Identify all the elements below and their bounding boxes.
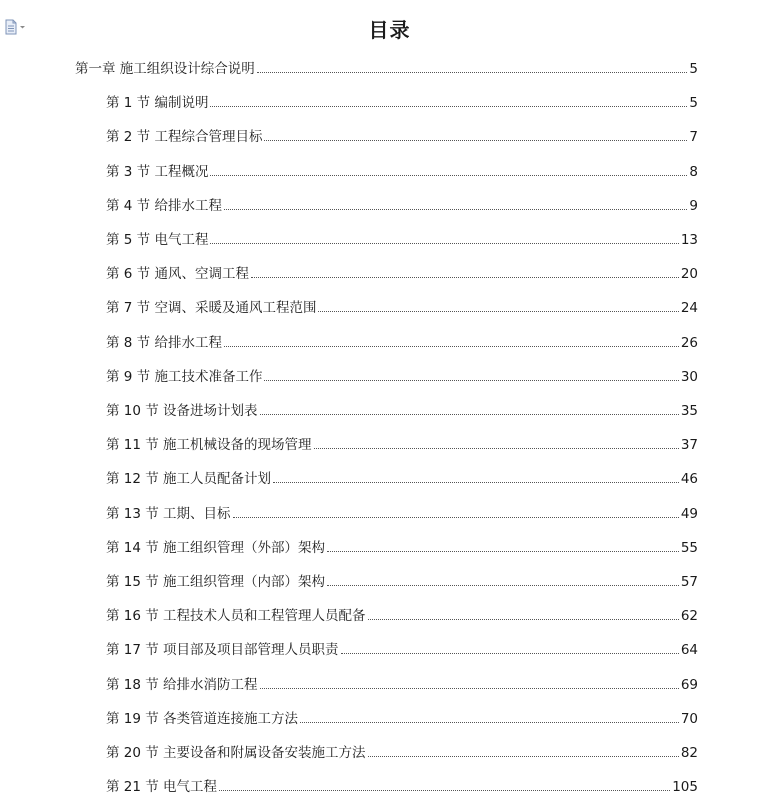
toc-entry-label: 第 21 节 电气工程 bbox=[106, 779, 218, 795]
toc-entry-label: 第 18 节 给排水消防工程 bbox=[106, 677, 258, 693]
toc-entry[interactable] bbox=[106, 298, 698, 318]
toc-entry[interactable] bbox=[106, 675, 698, 695]
toc-entry-page-number: 37 bbox=[680, 437, 698, 453]
toc-entry[interactable] bbox=[106, 606, 698, 626]
toc-entry-label: 第 10 节 设备进场计划表 bbox=[106, 403, 258, 419]
toc-entry-page-number: 7 bbox=[689, 129, 698, 145]
toc-entry-page-number: 35 bbox=[680, 403, 698, 419]
toc-leader-dots bbox=[327, 585, 679, 586]
toc-leader-dots bbox=[257, 72, 688, 73]
toc-entry[interactable] bbox=[106, 264, 698, 284]
toc-entry[interactable] bbox=[75, 59, 698, 79]
toc-entry-label: 第 20 节 主要设备和附属设备安装施工方法 bbox=[106, 745, 366, 761]
toc-entry-label: 第一章 施工组织设计综合说明 bbox=[75, 61, 255, 77]
toc-entry[interactable] bbox=[106, 401, 698, 421]
toc-entry-page-number: 8 bbox=[689, 164, 698, 180]
toc-leader-dots bbox=[210, 175, 687, 176]
toc-leader-dots bbox=[300, 722, 679, 723]
toc-entry-page-number: 9 bbox=[689, 198, 698, 214]
page-title: 目录 bbox=[368, 18, 411, 42]
toc-entry-page-number: 24 bbox=[680, 300, 698, 316]
toc-entry-page-number: 30 bbox=[680, 369, 698, 385]
toc-leader-dots bbox=[224, 346, 679, 347]
toc-entry-page-number: 70 bbox=[680, 711, 698, 727]
toc-leader-dots bbox=[368, 756, 679, 757]
toc-leader-dots bbox=[264, 140, 687, 141]
toc-entry-label: 第 14 节 施工组织管理（外部）架构 bbox=[106, 540, 326, 556]
toc-entry-label: 第 19 节 各类管道连接施工方法 bbox=[106, 711, 299, 727]
toc-entry-label: 第 3 节 工程概况 bbox=[106, 164, 209, 180]
toc-entry-page-number: 69 bbox=[680, 677, 698, 693]
toc-entry-page-number: 5 bbox=[689, 95, 698, 111]
toc-entry-label: 第 5 节 电气工程 bbox=[106, 232, 209, 248]
toc-entry[interactable] bbox=[106, 538, 698, 558]
toc-entry-page-number: 5 bbox=[689, 61, 698, 77]
toc-leader-dots bbox=[260, 688, 679, 689]
toc-entry[interactable] bbox=[106, 640, 698, 660]
toc-entry-page-number: 55 bbox=[680, 540, 698, 556]
toc-leader-dots bbox=[314, 448, 679, 449]
toc-entry-label: 第 8 节 给排水工程 bbox=[106, 335, 222, 351]
toc-leader-dots bbox=[318, 311, 678, 312]
toc-entry-page-number: 26 bbox=[680, 335, 698, 351]
toc-entry[interactable] bbox=[106, 572, 698, 592]
toc-entry-label: 第 4 节 给排水工程 bbox=[106, 198, 222, 214]
toc-entry[interactable] bbox=[106, 162, 698, 182]
toc-entry-page-number: 49 bbox=[680, 506, 698, 522]
toc-leader-dots bbox=[210, 106, 687, 107]
toc-leader-dots bbox=[341, 653, 679, 654]
toc-leader-dots bbox=[219, 790, 670, 791]
toc-entry-label: 第 2 节 工程综合管理目标 bbox=[106, 129, 263, 145]
toc-entry-page-number: 64 bbox=[680, 642, 698, 658]
toc-entry[interactable] bbox=[106, 230, 698, 250]
toc-leader-dots bbox=[327, 551, 679, 552]
toc-entry[interactable] bbox=[106, 367, 698, 387]
toc-leader-dots bbox=[264, 380, 678, 381]
toc-entry-page-number: 82 bbox=[680, 745, 698, 761]
toc-entry-label: 第 16 节 工程技术人员和工程管理人员配备 bbox=[106, 608, 366, 624]
toc-entry[interactable] bbox=[106, 777, 698, 797]
toc-entry-label: 第 12 节 施工人员配备计划 bbox=[106, 471, 272, 487]
toc-leader-dots bbox=[273, 482, 679, 483]
toc-entry[interactable] bbox=[106, 709, 698, 729]
toc-leader-dots bbox=[251, 277, 679, 278]
toc-entry-page-number: 62 bbox=[680, 608, 698, 624]
toc-leader-dots bbox=[368, 619, 679, 620]
toc-entry-label: 第 6 节 通风、空调工程 bbox=[106, 266, 249, 282]
toc-leader-dots bbox=[260, 414, 679, 415]
toc-leader-dots bbox=[233, 517, 679, 518]
toc-entry-label: 第 13 节 工期、目标 bbox=[106, 506, 231, 522]
toc-entry[interactable] bbox=[106, 127, 698, 147]
toc-entry-page-number: 20 bbox=[680, 266, 698, 282]
toc-entry-label: 第 11 节 施工机械设备的现场管理 bbox=[106, 437, 312, 453]
toc-entry-page-number: 13 bbox=[680, 232, 698, 248]
toc-entry[interactable] bbox=[106, 469, 698, 489]
toc-entry-page-number: 46 bbox=[680, 471, 698, 487]
toc-entry[interactable] bbox=[106, 93, 698, 113]
toc-entry[interactable] bbox=[106, 435, 698, 455]
toc-entry-label: 第 7 节 空调、采暖及通风工程范围 bbox=[106, 300, 317, 316]
toc-entry-label: 第 15 节 施工组织管理（内部）架构 bbox=[106, 574, 326, 590]
toc-entry[interactable] bbox=[106, 504, 698, 524]
toc-entry[interactable] bbox=[106, 196, 698, 216]
toc-leader-dots bbox=[224, 209, 687, 210]
toc-entry[interactable] bbox=[106, 333, 698, 353]
toc-entry-label: 第 17 节 项目部及项目部管理人员职责 bbox=[106, 642, 339, 658]
toc-entry[interactable] bbox=[106, 743, 698, 763]
toc-entry-page-number: 57 bbox=[680, 574, 698, 590]
toc-entry-label: 第 9 节 施工技术准备工作 bbox=[106, 369, 263, 385]
toc-leader-dots bbox=[210, 243, 678, 244]
toc-entry-label: 第 1 节 编制说明 bbox=[106, 95, 209, 111]
toc-entry-page-number: 105 bbox=[672, 779, 698, 795]
